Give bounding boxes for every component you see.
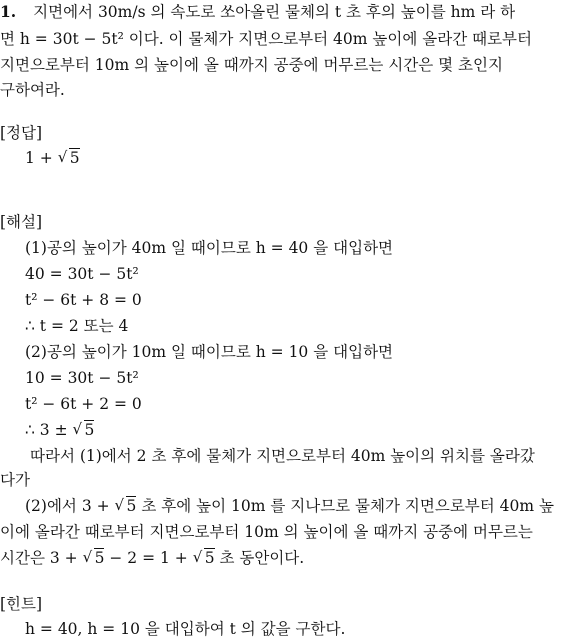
- solution-line-8: ∴ 3 ± √ 5: [25, 420, 94, 440]
- solution-line-13: 시간은 3 + √ 5 − 2 = 1 + √ 5 초 동안이다.: [0, 548, 304, 568]
- solution-line-12: 이에 올라간 때로부터 지면으로부터 10m 의 높이에 올 때까지 공중에 머무르는: [0, 523, 533, 541]
- sqrt-symbol: √ 5: [58, 148, 80, 168]
- solution-line-6: 10 = 30t − 5t²: [25, 369, 139, 387]
- solution-line-11: (2)에서 3 + √ 5 초 후에 높이 10m 를 지나므로 물체가 지면으로부터 40m 높: [25, 496, 554, 516]
- question-line-3: 지면으로부터 10m 의 높이에 올 때까지 공중에 머무르는 시간은 몇 초인지: [0, 56, 503, 74]
- question-line-4: 구하여라.: [0, 81, 65, 99]
- question-number: 1.: [0, 2, 17, 21]
- solution-line-3: t² − 6t + 8 = 0: [25, 291, 142, 309]
- answer-heading: [정답]: [0, 124, 43, 142]
- question-line-2: 면 h = 30t − 5t² 이다. 이 물체가 지면으로부터 40m 높이에 올라간 때로부터: [0, 30, 532, 48]
- solution-line-4: ∴ t = 2 또는 4: [25, 317, 129, 335]
- question-line-1: 지면에서 30m/s 의 속도로 쏘아올린 물체의 t 초 후의 높이를 hm 라 하: [33, 3, 516, 21]
- sqrt-symbol: √ 5: [115, 496, 137, 516]
- sqrt-symbol: √ 5: [83, 548, 105, 568]
- solution-heading: [해설]: [0, 213, 43, 231]
- solution-line-2: 40 = 30t − 5t²: [25, 265, 139, 283]
- hint-heading: [힌트]: [0, 595, 43, 613]
- solution-line-9: 따라서 (1)에서 2 초 후에 물체가 지면으로부터 40m 높이의 위치를 올라갔: [30, 447, 535, 465]
- sqrt-symbol: √ 5: [193, 548, 215, 568]
- solution-line-10: 다가: [0, 471, 30, 489]
- hint-text: h = 40, h = 10 을 대입하여 t 의 값을 구한다.: [25, 620, 346, 638]
- sqrt-symbol: √ 5: [73, 420, 95, 440]
- answer-value: 1 + √ 5: [25, 148, 80, 168]
- solution-line-5: (2)공의 높이가 10m 일 때이므로 h = 10 을 대입하면: [25, 343, 394, 361]
- solution-line-7: t² − 6t + 2 = 0: [25, 395, 142, 413]
- solution-line-1: (1)공의 높이가 40m 일 때이므로 h = 40 을 대입하면: [25, 239, 394, 257]
